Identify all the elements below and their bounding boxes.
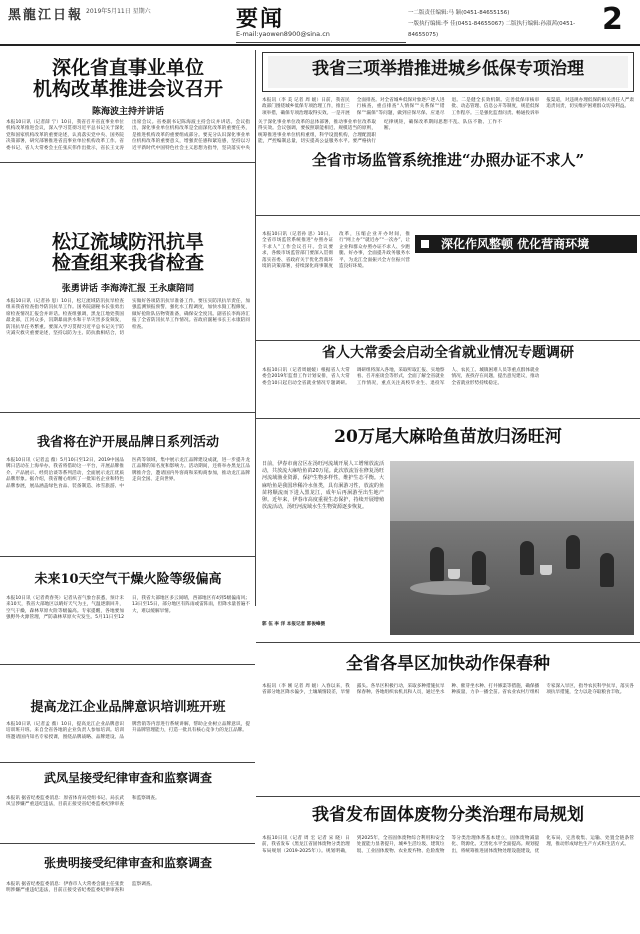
newspaper-logo: 黑龍江日報 xyxy=(8,8,84,23)
article-body: 本报10日讯（记者 周 宏 记者 宋 晓）日前，我省发布《黑龙江省固体废物分类治理布局规划（2019-2025年）》。规划明确，到2025年，全省固体废物综合利用和安全处置能力显著提升，城乡生活垃圾、建筑垃圾、工业固体废物、农业废弃物、危险废物等分类治理体系基本建立，固体废物减量化、资源化、无害化水平全面提高。规划提出，将统筹推进固体废物处理设施建设，优化布局，完善收集、运输、处置全链条管理，推动形成绿色生产方式和生活方式。 xyxy=(262,836,634,854)
editor-line: 一版执行编辑:李 佳(0451-84655067) 二版执行编辑:孙淑茜(0451-84655075) xyxy=(408,21,576,38)
photo-bucket xyxy=(540,565,552,575)
article-body: 日前，伊春市南岔区在汤旺河流域开展人工增殖放流活动，共放流大麻哈鱼苗20万尾。此次放流旨在修复汤旺河流域渔业资源，保护生物多样性，维护生态平衡。大麻哈鱼是我国珍稀冷水鱼类，具有洄游习性，放流的鱼苗将顺流而下进入黑龙江，成年后再洄游至出生地产卵。近年来，伊春市高度重视生态保护，持续开展增殖放流活动，汤旺河流域水生生物资源逐步恢复。 xyxy=(262,461,384,511)
article-headline: 武凤呈接受纪律审查和监察调查 xyxy=(43,771,212,785)
headline-line: 松辽流域防汛抗旱 xyxy=(51,231,204,253)
article-headline: 我省发布固体废物分类治理布局规划 xyxy=(312,805,584,825)
editor-credits xyxy=(408,8,588,41)
article-headline: 省人大常委会启动全省就业情况专题调研 xyxy=(322,345,574,361)
article-body: 本报10日讯（记者孟 薇）5月10日至12日，2019中国品牌日活动在上海举办。我省将借助这一平台，开展品牌推介、产品展示、经贸洽谈等系列活动，全面展示龙江优质品牌形象。据介绍，我省精心组织了一批知名企业和特色品牌参展，展品涵盖绿色食品、装备制造、冰雪旅游、中医药等领域，集中展示龙江品牌建设成就，进一步提升龙江品牌的知名度和影响力。活动期间，还将举办黑龙江品牌推介会，邀请国内外客商和采购商参加，推动龙江品牌走向全国、走向世界。 xyxy=(6,458,250,489)
photo-person xyxy=(430,547,444,581)
section-divider xyxy=(256,340,640,341)
article-body: 本报讯（李 刚 记者 周 媛）入春以来，我省部分地区降水偏少，土壤墒情较差，旱情露头。各旱区积极行动，采取多种措施抗旱保春种。各地组织农机具和人员，通过坐水种、催芽坐水种、打井修渠等措施，确保播种质量，力争一播全苗。省农业农村厅组织专家深入旱区，指导农民科学抗旱，落实各项抗旱措施，全力以赴夺取粮食丰收。 xyxy=(262,684,634,696)
section-divider xyxy=(256,418,640,419)
article-headline: 张贵明接受纪律审查和监察调查 xyxy=(43,856,212,870)
campaign-tag xyxy=(415,235,637,253)
editor-line: 一二版责任编辑:马 颖(0451-84655156) xyxy=(408,10,510,16)
article-headline: 我省三项举措推进城乡低保专项治理 xyxy=(312,59,584,79)
section-email: E-mail:yaowen8900@sina.cn xyxy=(236,30,330,38)
article-body: 本报10日讯（记者孙 思）10日，松辽流域防汛抗旱检查组来我省检查指导防汛抗旱工作。国务院副秘书长张勇出席检查情况汇报会并讲话。检查组强调，黑龙江地处我国最北部，江河众多，汛期暴雨洪水和干旱灾害多发频发，防汛抗旱任务繁重。要深入学习贯彻习近平总书记关于防灾减灾救灾重要论述，坚持以防为主、防抗救相结合，切实做好各项防汛抗旱准备工作。要压实防汛抗旱责任，加强监测预报预警，强化水工程调度，加快水毁工程修复，做好抢险队伍物资准备，确保安全度汛。副省长李海涛汇报了全省防汛抗旱工作情况。省政府副秘书长王永康陪同检查。 xyxy=(6,299,250,337)
fish-release-photo xyxy=(390,461,634,635)
article-headline: 未来10天空气干燥火险等级偏高 xyxy=(34,572,222,587)
article-headline: 20万尾大麻哈鱼苗放归汤旺河 xyxy=(334,427,562,447)
photo-credit: 郭 伍 李 洋 本报记者 郭俊峰摄 xyxy=(262,622,326,627)
section-divider xyxy=(0,843,255,844)
article-headline xyxy=(6,58,250,101)
article-body: 本报10日讯（记者薛 宁）10日，我省召开省直事业单位机构改革推进会议，深入学习贯彻习近平总书记关于深化党和国家机构改革的重要论述，认真落实党中央、国务院决策部署，研究部署推进省直事业单位机构改革工作。省委书记、省人大常委会主任张庆伟作出批示，省长王文涛出席会议。省委副书记陈海波主持会议并讲话。会议指出，深化事业单位机构改革是全面深化改革的重要任务，是推进机构改革的重要组成部分。要充分认识深化事业单位机构改革的重要意义，增强责任感和紧迫感，坚持以习近平新时代中国特色社会主义思想为指导，坚决落实中央关于深化事业单位改革的总体部署，推动事业单位改革取得实效。会议强调，要按照职能相近、规模适当的原则，统筹推进事业单位机构重组，科学设置机构，合理配置职能，严控编制总量，切实提高公益服务水平。要严格执行纪律规矩，确保改革期间思想不乱、队伍不散、工作不断。 xyxy=(6,120,502,151)
section-divider xyxy=(256,642,640,643)
photo-riverbank xyxy=(390,521,634,635)
section-divider xyxy=(0,556,255,557)
photo-person xyxy=(520,541,534,575)
section-divider xyxy=(256,796,640,797)
article-body: 本报10日讯（记者孟 薇）10日，提高龙江企业品牌意识培训班开班。来自全省各地的企业负责人参加培训。培训班邀请国内知名专家授课，围绕品牌战略、品牌建设、品牌营销等内容进行系统讲解，帮助企业树立品牌意识，提升品牌管理能力，打造一批具有核心竞争力的龙江品牌。 xyxy=(6,722,250,740)
article-byline: 陈海波主持并讲话 xyxy=(91,107,164,117)
section-divider xyxy=(0,412,255,413)
photo-person xyxy=(566,535,580,569)
column-divider xyxy=(255,50,256,606)
headline-line: 深化省直事业单位 xyxy=(51,57,204,79)
headline-line: 机构改革推进会议召开 xyxy=(32,78,223,101)
article-body: 本报讯 据省纪委监委消息：伊春市人大常委会副主任张贵明涉嫌严重违纪违法，目前正接受省纪委监委纪律审查和监察调查。 xyxy=(6,882,155,894)
article-body: 本报10日讯（记者黄春英）记者从省气象台获悉，预计未来10天，我省大部地区以晴好天气为主，气温逐渐回升，空气干燥，森林草原火险等级偏高。专家提醒，各地要加强野外火源管理，严防森林草原火灾发生。5月11日至12日，我省大部地区多云间晴，西部地区有4到5级偏南风；13日至15日，部分地区有阵雨或雷阵雨，但降水量普遍不大，难以缓解旱情。 xyxy=(6,596,250,621)
photo-person xyxy=(472,551,486,585)
article-body: 本报10日讯（记者孙 思）10日，全省市场监管系统推进“办照办证不求人”工作会议召开。会议要求，各级市场监管部门要深入贯彻落实省委、省政府关于优化营商环境的决策部署，持续深化商事制度改革，压缩企业开办时间，推行“网上办”“就近办”“一次办”，让企业和群众办照办证不求人、少跑腿、好办事，全面提升政务服务水平，为龙江全面振兴全方位振兴营造良好环境。 xyxy=(262,232,410,270)
headline-line: 检查组来我省检查 xyxy=(51,252,204,275)
section-divider xyxy=(0,762,255,763)
section-divider xyxy=(256,215,640,216)
masthead-divider xyxy=(236,42,406,43)
article-headline xyxy=(6,232,250,275)
issue-date: 2019年5月11日 星期六 xyxy=(86,8,151,15)
section-title: 要闻 xyxy=(236,6,285,32)
article-headline: 全省市场监管系统推进“办照办证不求人” xyxy=(311,151,585,169)
square-bullet-icon xyxy=(421,240,429,248)
photo-person xyxy=(600,553,614,587)
article-headline: 我省将在沪开展品牌日系列活动 xyxy=(36,435,219,450)
section-divider xyxy=(0,664,255,665)
photo-bucket xyxy=(448,569,460,579)
masthead xyxy=(0,0,640,46)
page-number: 2 xyxy=(602,2,623,37)
section-divider xyxy=(0,162,255,163)
article-body: 本报讯 据省纪委监委消息：原省体育局党组书记、局长武凤呈涉嫌严重违纪违法，目前正接受省纪委监委纪律审查和监察调查。 xyxy=(6,796,160,808)
article-body: 本报10日讯（记者周媛媛）根据省人大常委会2019年监督工作计划安排，省人大常委会10日起启动全省就业情况专题调研。调研组将深入各地，采取听取汇报、实地察看、召开座谈会等形式，全面了解全省就业工作情况，重点关注高校毕业生、退役军人、农民工、城镇困难人员等重点群体就业情况，查找存在问题，提出意见建议，推动全省就业形势持续稳定。 xyxy=(262,368,540,386)
photo-sky xyxy=(390,461,634,521)
campaign-tag-label: 深化作风整顿 优化营商环境 xyxy=(441,237,590,251)
article-headline: 全省各旱区加快动作保春种 xyxy=(346,654,550,674)
article-headline: 提高龙江企业品牌意识培训班开班 xyxy=(30,700,226,715)
article-body: 本报讯（李 美 记者 周 媛）日前，我省民政部门围绕城乡低保专项治理工作，推出三项举措，确保专项治理取得实效。一是开展全面排查。对全省城乡低保对象逐户逐人进行核查，重点排查“人情保”“关系保”“错保”“漏保”等问题，做到应保尽保、应退尽退。二是健全长效机制。完善低保审核审批、动态管理、信息公开等制度，规范低保工作程序。三是强化监督问责。畅通投诉举报渠道，对违规办理低保的相关责任人严肃追责问责，切实维护困难群众切身利益。 xyxy=(262,98,634,116)
article-byline: 张勇讲话 李海涛汇报 王永康陪同 xyxy=(61,284,195,294)
